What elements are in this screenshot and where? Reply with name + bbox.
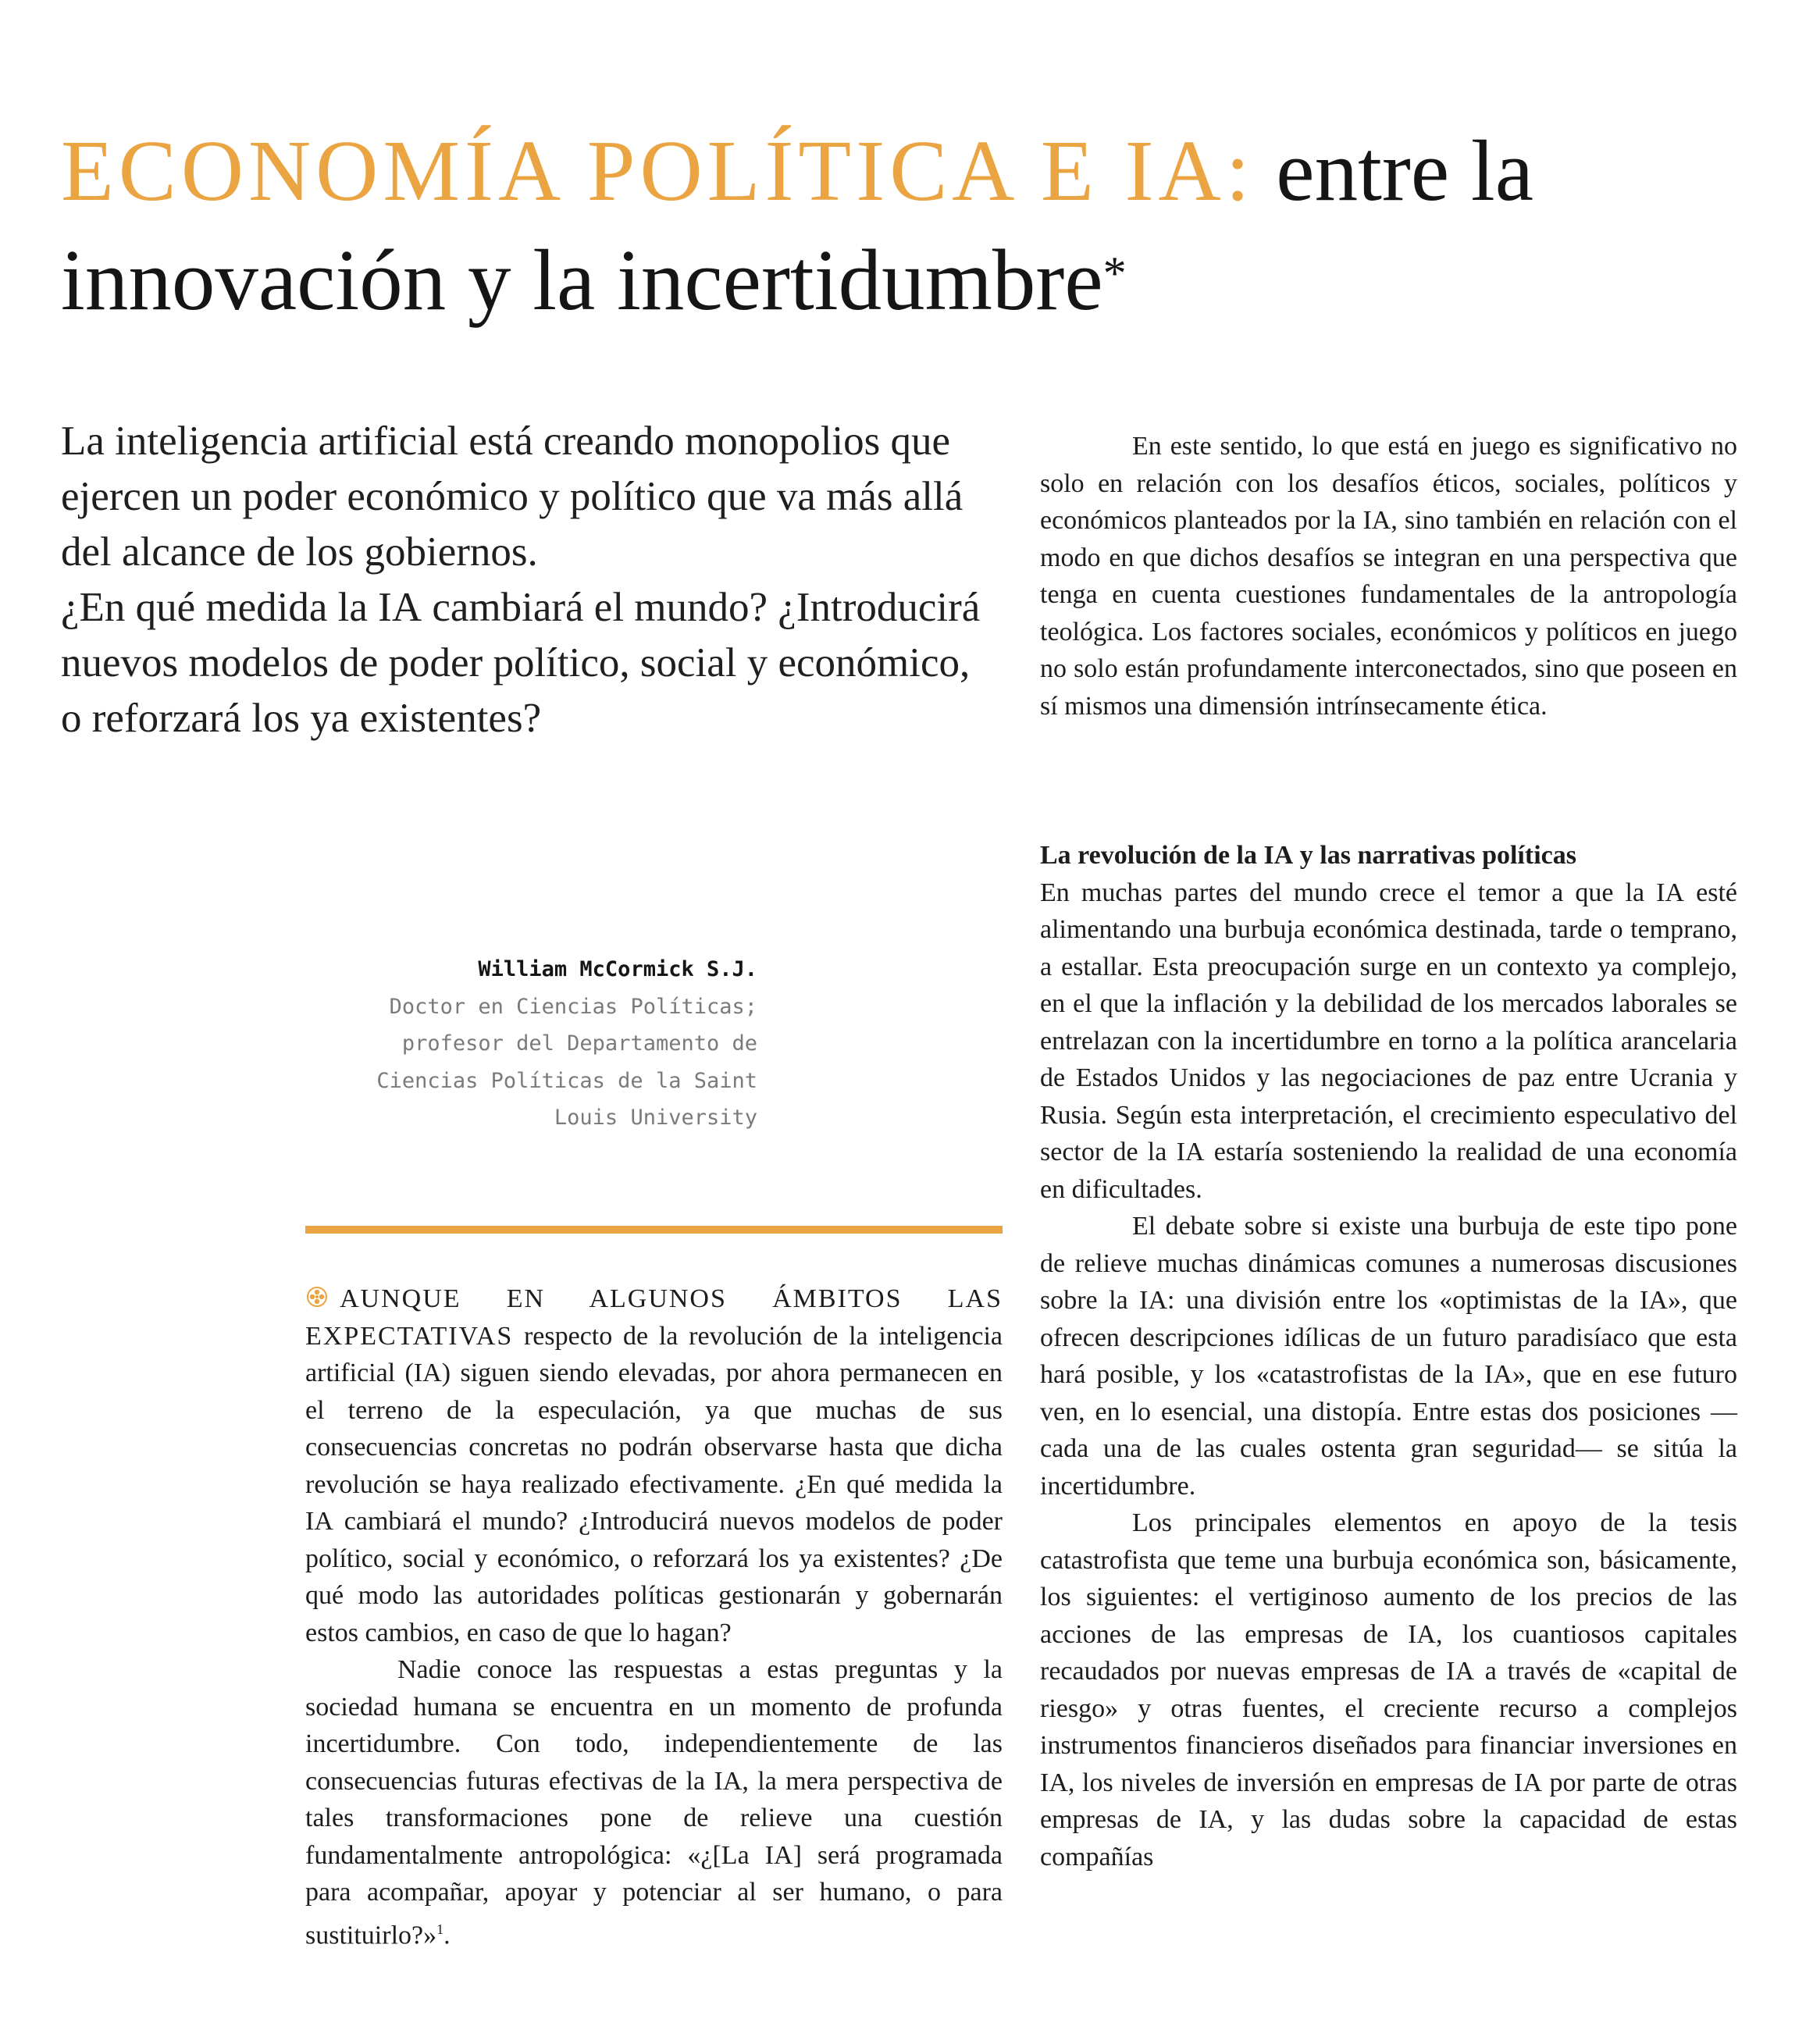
lb1-ia: IA — [413, 1359, 442, 1387]
section-paragraph-2 — [1040, 1208, 1737, 1505]
right-column-top — [1040, 428, 1737, 725]
article-title — [61, 117, 1740, 336]
sh-b: y las narrativas políticas — [1293, 841, 1576, 870]
s2-c: », que ofrecen descripciones idílicas de un futuro paradisíaco que esta hará posible, y los «catastrofistas de la — [1040, 1286, 1738, 1389]
s3-e: por parte de otras empresas de — [1040, 1768, 1737, 1834]
title-footnote-mark: * — [1102, 247, 1127, 299]
title-line2: innovación y la incertidumbre — [61, 233, 1103, 329]
lb1-c: cambiará el mundo? ¿Introducirá nuevos modelos de poder político, social y económico, o reforzará los ya existentes? ¿De qué modo las autoridades políticas gestionarán y gobernarán estos cambios, en caso de que lo hagan? — [305, 1507, 1003, 1647]
s3-ia5: IA — [1199, 1805, 1227, 1834]
lb1-a: respecto de la revolución de la inteligencia artificial ( — [305, 1321, 1003, 1387]
s3-ia: IA — [1408, 1619, 1436, 1649]
accent-rule — [305, 1226, 1003, 1234]
s3-ia3: IA — [1040, 1768, 1068, 1797]
title-line1-rest: entre la — [1276, 123, 1533, 219]
lead-text-2b: cambiará el mundo? ¿Introducirá nuevos modelos de poder político, social y económico, o reforzará los ya existentes? — [61, 585, 981, 741]
rt-b: , sino también en relación con el modo en que dichos desafíos se integran en una perspectiva que tenga en cuenta cuestiones fundamentales de la antropología teológica. Los factores sociales, económicos y políticos en juego no solo están profundamente interconectados, sino que poseen en sí mismos una dimensión intrínsecamente ética. — [1040, 506, 1738, 721]
lead-text-1: La inteligencia artificial está creando monopolios que ejercen un poder económico y político que va más allá del alcance de los gobiernos. — [61, 418, 963, 575]
s2-a: El debate sobre si existe una burbuja de este tipo pone de relieve muchas dinámicas comunes a numerosas discusiones sobre la — [1040, 1212, 1737, 1315]
left-paragraph-2 — [305, 1651, 1003, 1953]
s2-ia: IA — [1139, 1286, 1168, 1315]
lead-text-2a: ¿En qué medida la — [61, 585, 379, 630]
s1-b: esté alimentando una burbuja económica destinada, tarde o temprano, a estallar. Esta preocupación surge en un contexto ya complejo, en el que la inflación y la debilidad de los mercados laborales se entrelazan con la incertidumbre en torno a la política arancelaria de Estados Unidos y las negociaciones de paz entre Ucrania y Rusia. Según esta interpretación, el crecimiento especulativo del sector de la — [1040, 878, 1738, 1166]
s2-b: : una división entre los «optimistas de la — [1167, 1286, 1640, 1315]
s3-b: , los cuantiosos capitales recaudados por nuevas empresas de — [1040, 1619, 1737, 1686]
footnote-ref[interactable]: 1 — [436, 1921, 444, 1937]
right-column-section — [1040, 837, 1737, 1875]
lead-text-2 — [61, 580, 982, 746]
s3-d: , los niveles de inversión en empresas de — [1067, 1768, 1514, 1797]
s1-c: estaría sosteniendo la realidad de una economía en dificultades. — [1040, 1138, 1737, 1204]
sh-ia: IA — [1263, 841, 1294, 870]
author-role: Doctor en Ciencias Políticas; profesor del Departamento de Ciencias Políticas de la Saint Louis University — [376, 994, 757, 1130]
title-kicker: ECONOMÍA POLÍTICA E IA: — [61, 123, 1255, 219]
left-column-body — [305, 1280, 1003, 1953]
section-paragraph-3 — [1040, 1505, 1737, 1875]
s3-a: Los principales elementos en apoyo de la tesis catastrofista que teme una burbuja económica son, básicamente, los siguientes: el vertiginoso aumento de los precios de las acciones de las empresas de — [1040, 1508, 1737, 1649]
s1-a: En muchas partes del mundo crece el temor a que la — [1040, 878, 1657, 907]
s2-d: », que en ese futuro ven, en lo esencial, una distopía. Entre estas dos posiciones —cada una de las cuales ostenta gran seguridad— se sitúa la incertidumbre. — [1040, 1360, 1737, 1501]
rt-a: En este sentido, lo que está en juego es significativo no solo en relación con los desafíos éticos, sociales, políticos y económicos planteados por la — [1040, 432, 1737, 535]
flower-ornament-icon — [305, 1285, 329, 1309]
s1-ia: IA — [1656, 878, 1685, 907]
lb1-b: ) siguen siendo elevadas, por ahora permanecen en el terreno de la especulación, ya que muchas de sus consecuencias concretas no podrán observarse hasta que dicha revolución se haya realizado efectivamente. ¿En qué medida la — [305, 1359, 1003, 1499]
s3-ia4: IA — [1514, 1768, 1542, 1797]
sh-a: La revolución de la — [1040, 841, 1264, 870]
lb2-a: Nadie conoce las respuestas a estas preguntas y la sociedad humana se encuentra en un momento de profunda incertidumbre. Con todo, independientemente de las consecuencias futuras efectivas de la — [305, 1655, 1003, 1796]
lb2-b: , la mera perspectiva de tales transformaciones pone de relieve una cuestión fundamentalmente antropológica: «¿[La — [305, 1766, 1003, 1870]
author-block — [297, 951, 757, 1137]
s2-ia3: IA — [1484, 1360, 1512, 1389]
lb2-ia2: IA — [764, 1840, 793, 1870]
lead-paragraph — [61, 414, 982, 746]
section-heading — [1040, 837, 1737, 874]
lb2-c: ] será programada para acompañar, apoyar y potenciar al ser humano, o para sustituirlo?» — [305, 1840, 1003, 1950]
lead-ia: IA — [378, 585, 422, 630]
s1-ia2: IA — [1176, 1138, 1205, 1166]
left-paragraph-1 — [305, 1280, 1003, 1651]
rt-ia: IA — [1362, 506, 1391, 535]
lb1-ia2: IA — [305, 1507, 333, 1536]
s3-f: , y las dudas sobre la capacidad de estas compañías — [1040, 1805, 1737, 1871]
section-paragraph-1 — [1040, 874, 1737, 1209]
lb2-end: . — [443, 1920, 451, 1950]
opener-small-caps: AUNQUE EN ALGUNOS ÁMBITOS LAS EXPECTATIVAS — [305, 1284, 1003, 1351]
s3-c: a través de «capital de riesgo» y otras fuentes, el creciente recurso a complejos instrumentos financieros diseñados para financiar inversiones en — [1040, 1657, 1737, 1760]
s3-ia2: IA — [1446, 1657, 1475, 1686]
lb2-ia: IA — [714, 1766, 743, 1796]
right-top-paragraph — [1040, 428, 1737, 725]
author-name: William McCormick S.J. — [478, 957, 757, 981]
s2-ia2: IA — [1640, 1286, 1668, 1315]
